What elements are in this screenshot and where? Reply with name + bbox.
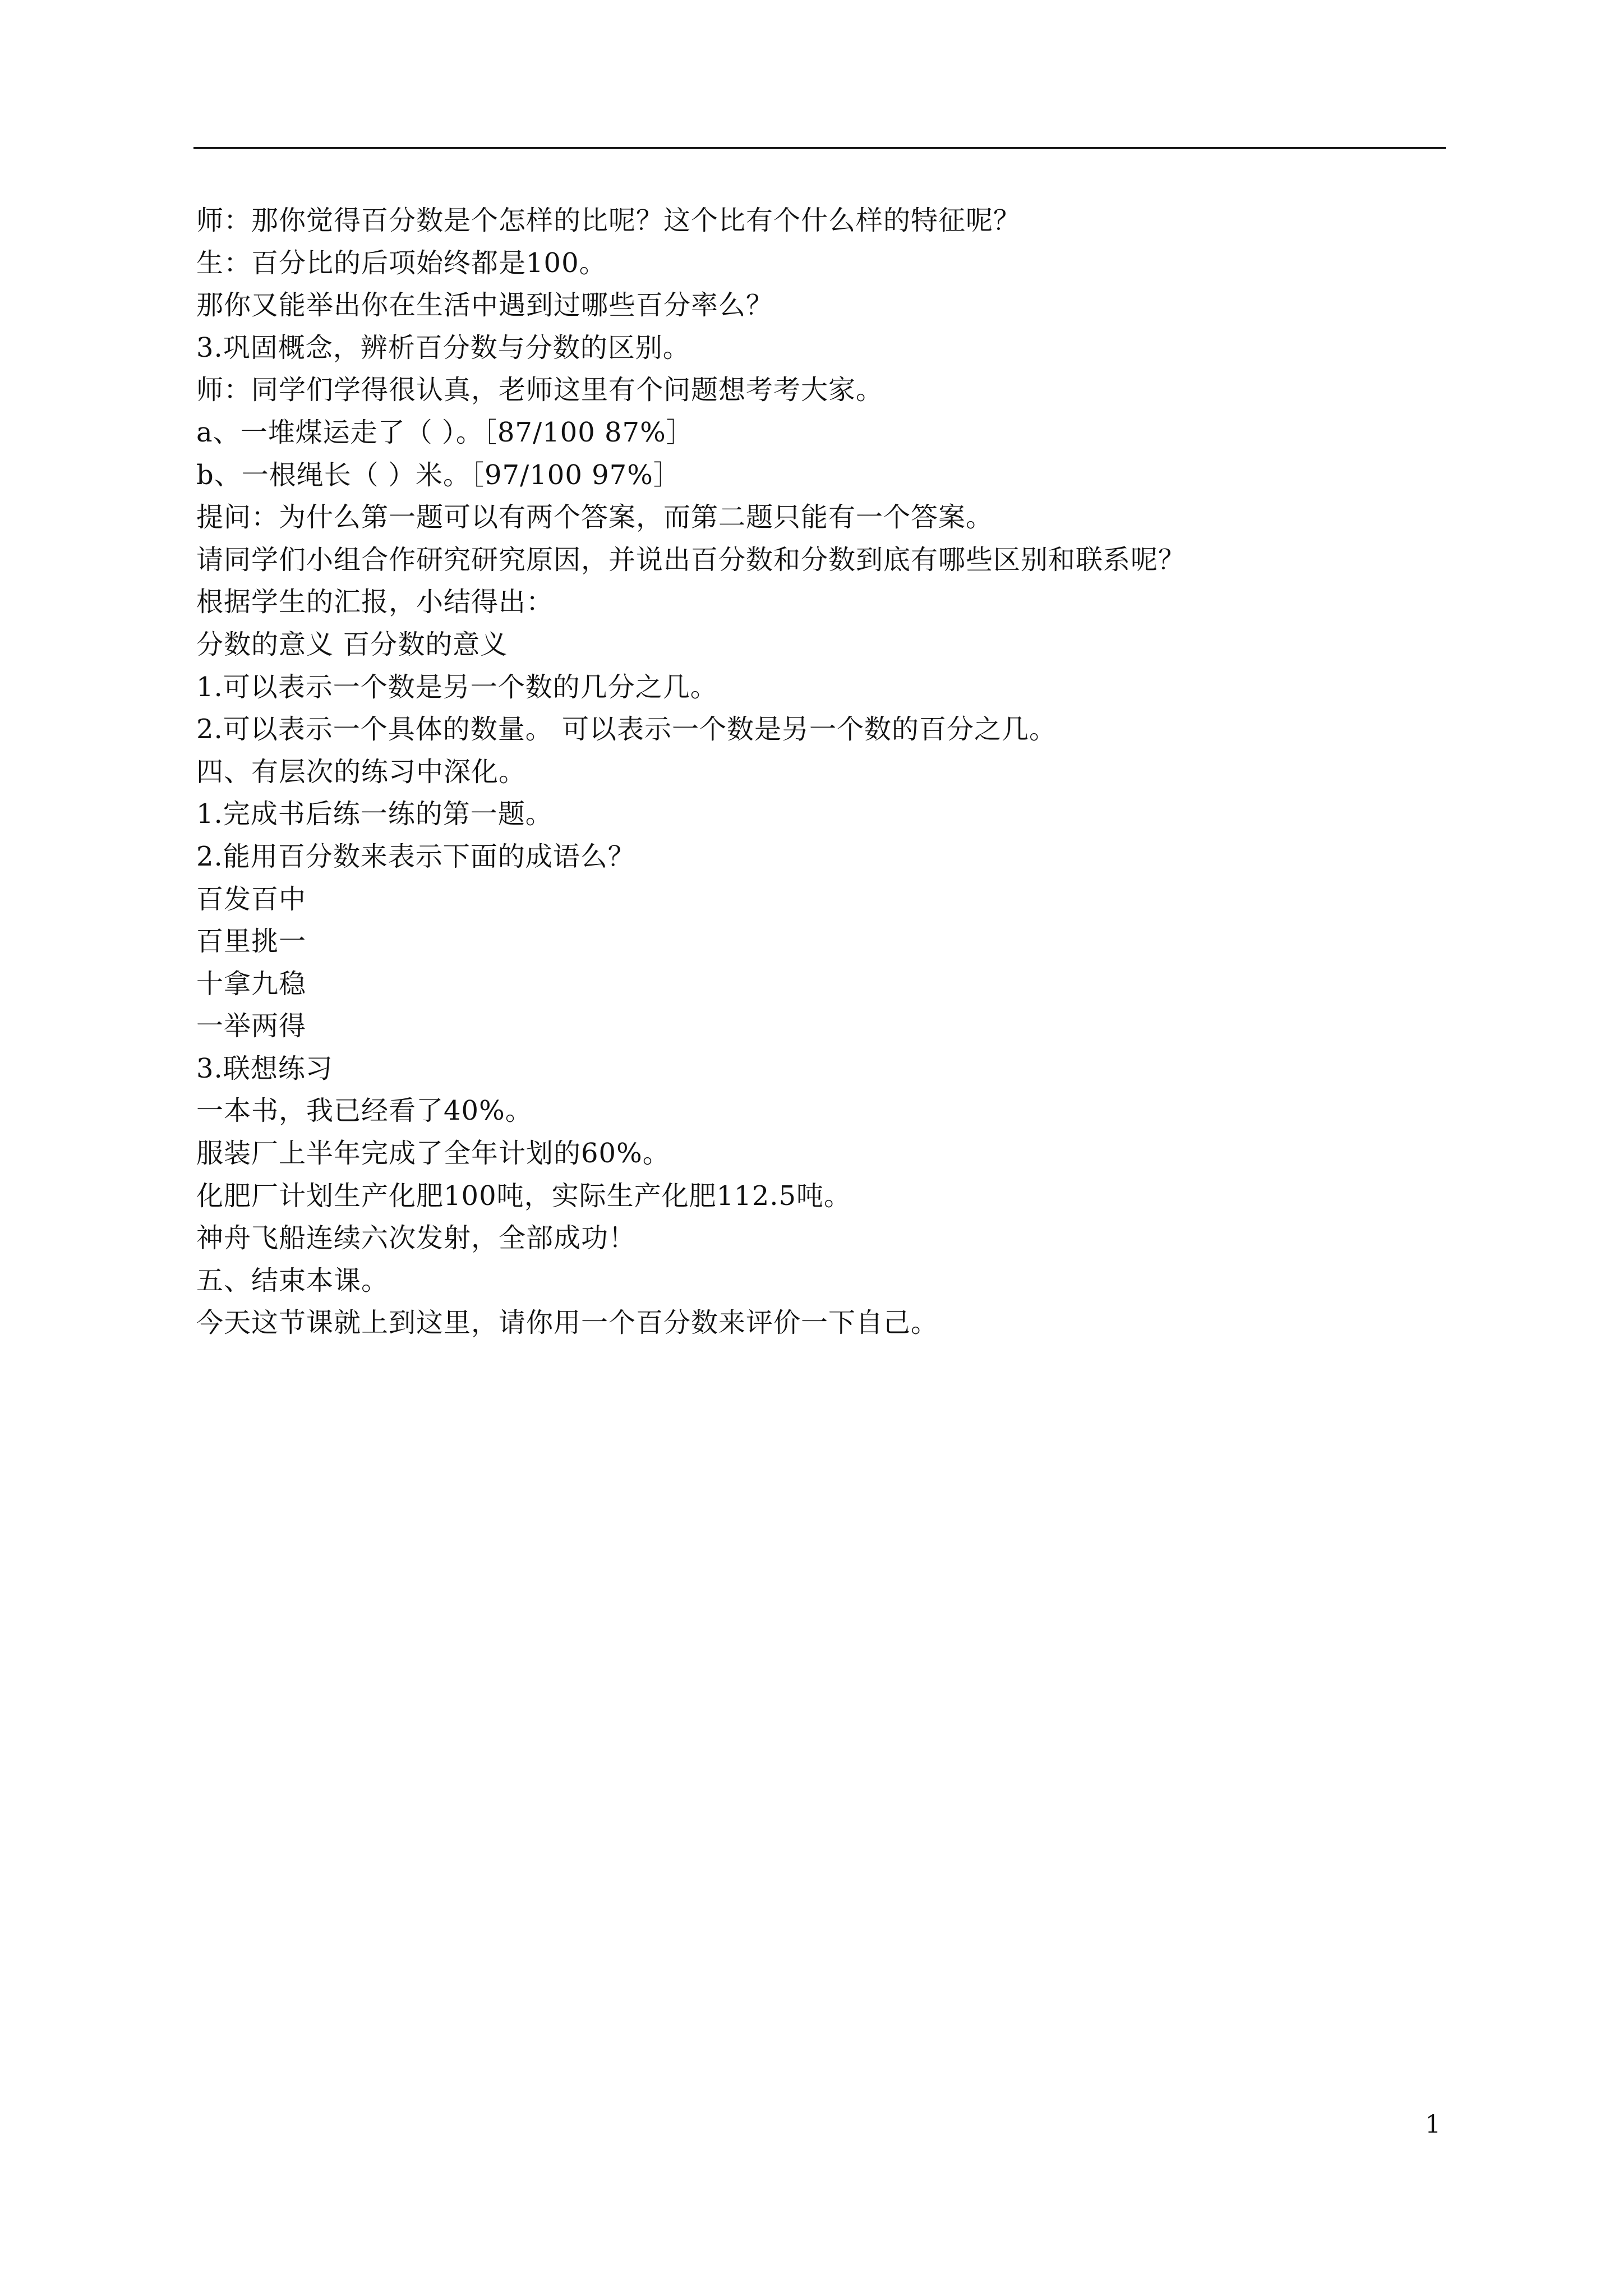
text-line: 神舟飞船连续六次发射，全部成功！ <box>196 1222 637 1254</box>
text-line: 1.可以表示一个数是另一个数的几分之几。 <box>196 671 718 703</box>
text-line: 百里挑一 <box>196 926 307 958</box>
text-line: 一举两得 <box>196 1010 307 1042</box>
text-line: 师：那你觉得百分数是个怎样的比呢？这个比有个什么样的特征呢？ <box>196 205 1021 236</box>
text-line: 根据学生的汇报，小结得出： <box>196 586 554 618</box>
text-line: b、一根绳长（ ）米。［97/100 97%］ <box>196 459 681 491</box>
text-line: 一本书，我已经看了40%。 <box>196 1095 533 1127</box>
text-line: 分数的意义 百分数的意义 <box>196 628 508 660</box>
page-number: 1 <box>1425 2110 1441 2139</box>
header-rule <box>193 147 1446 149</box>
text-line: 请同学们小组合作研究研究原因，并说出百分数和分数到底有哪些区别和联系呢？ <box>196 544 1186 576</box>
text-line: 五、结束本课。 <box>196 1264 389 1296</box>
text-line: 今天这节课就上到这里，请你用一个百分数来评价一下自己。 <box>196 1307 939 1339</box>
text-line: 3.巩固概念，辨析百分数与分数的区别。 <box>196 332 690 364</box>
text-line: 2.能用百分数来表示下面的成语么？ <box>196 840 635 872</box>
text-line: 服装厂上半年完成了全年计划的60%。 <box>196 1138 670 1170</box>
text-line: 化肥厂计划生产化肥100吨，实际生产化肥112.5吨。 <box>196 1180 852 1212</box>
text-line: 十拿九稳 <box>196 968 307 1000</box>
text-line: 百发百中 <box>196 883 307 915</box>
text-line: 3.联想练习 <box>196 1052 333 1084</box>
text-line: 四、有层次的练习中深化。 <box>196 756 527 788</box>
text-line: 师：同学们学得很认真，老师这里有个问题想考考大家。 <box>196 374 884 406</box>
text-line: 1.完成书后练一练的第一题。 <box>196 798 553 830</box>
text-line: a、一堆煤运走了（ ）。［87/100 87%］ <box>196 416 694 448</box>
text-line: 生：百分比的后项始终都是100。 <box>196 247 607 279</box>
text-line: 2.可以表示一个具体的数量。 可以表示一个数是另一个数的百分之几。 <box>196 714 1057 746</box>
text-line: 提问：为什么第一题可以有两个答案，而第二题只能有一个答案。 <box>196 501 994 533</box>
text-line: 那你又能举出你在生活中遇到过哪些百分率么？ <box>196 289 774 321</box>
document-body <box>196 200 1430 1345</box>
